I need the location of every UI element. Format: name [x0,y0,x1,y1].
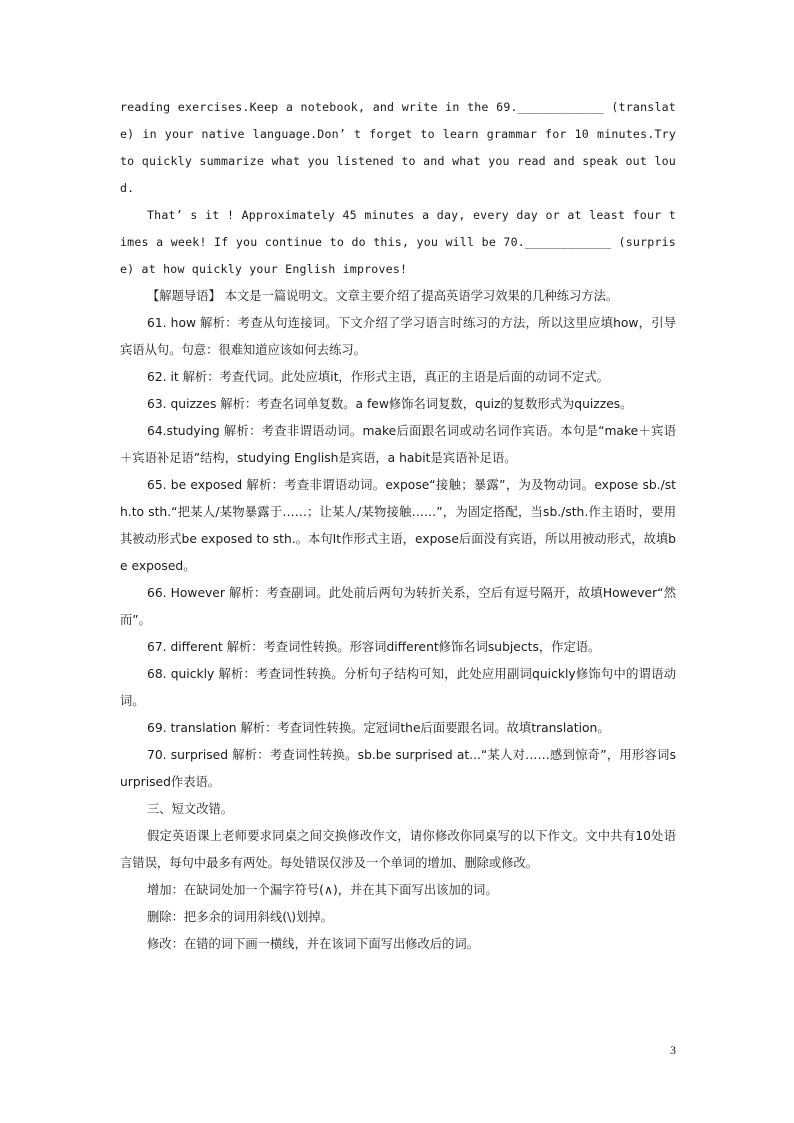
answer-item: 66. However 解析：考查副词。此处前后两句为转折关系，空后有逗号隔开，故填However“然而”。 [120,586,676,627]
page-content [120,94,676,958]
answer-item: 63. quizzes 解析：考查名词单复数。a few修饰名词复数，quiz的复数形式为quizzes。 [147,397,633,411]
rule-modify: 修改：在错的词下画一横线，并在该词下面写出修改后的词。 [147,937,480,951]
page-number: 3 [670,1043,676,1057]
answer-item: 70. surprised 解析：考查词性转换。sb.be surprised at...“某人对……感到惊奇”，用形容词surprised作表语。 [120,748,676,789]
section-heading: 三、短文改错。 [147,802,234,816]
answer-item: 67. different 解析：考查词性转换。形容词different修饰名词subjects，作定语。 [147,640,601,654]
answer-item: 61. how 解析：考查从句连接词。下文介绍了学习语言时练习的方法，所以这里应填how，引导宾语从句。句意：很难知道应该如何去练习。 [120,316,676,357]
section-intro: 假定英语课上老师要求同桌之间交换修改作文，请你修改你同桌写的以下作文。文中共有10处语言错误，每句中最多有两处。每处错误仅涉及一个单词的增加、删除或修改。 [120,829,676,870]
answer-item: 69. translation 解析：考查词性转换。定冠词the后面要跟名词。故填translation。 [147,721,610,735]
guide-text: 【解题导语】 本文是一篇说明文。文章主要介绍了提高英语学习效果的几种练习方法。 [147,289,619,303]
answer-item: 68. quickly 解析：考查词性转换。分析句子结构可知，此处应用副词quickly修饰句中的谓语动词。 [120,667,676,708]
passage-paragraph: That’ s it ! Approximately 45 minutes a day, every day or at least four times a week! If you continue to do this, you will be 70.____________ (surprise) at how quickly your English improves! [120,208,676,276]
answer-item: 62. it 解析：考查代词。此处应填it，作形式主语，真正的主语是后面的动词不定式。 [147,370,609,384]
answer-item: 65. be exposed 解析：考查非谓语动词。expose“接触；暴露”，为及物动词。expose sb./sth.to sth.“把某人/某物暴露于……；让某人/某物接触……”，为固定搭配，当sb./sth.作主语时，要用其被动形式be exposed to sth.。本句It作形式主语，expose后面没有宾语，所以用被动形式，故填be exposed。 [120,478,676,573]
answer-item: 64.studying 解析：考查非谓语动词。make后面跟名词或动名词作宾语。本句是“make＋宾语＋宾语补足语”结构，studying English是宾语，a habit是宾语补足语。 [120,424,676,465]
rule-add: 增加：在缺词处加一个漏字符号(∧)，并在其下面写出该加的词。 [147,883,498,897]
passage-paragraph: reading exercises.Keep a notebook, and write in the 69.____________ (translate) in your native language.Don’ t forget to learn grammar for 10 minutes.Try to quickly summarize what you listened to and what you read and speak out loud. [120,100,676,195]
rule-delete: 删除：把多余的词用斜线(\)划掉。 [147,910,333,924]
